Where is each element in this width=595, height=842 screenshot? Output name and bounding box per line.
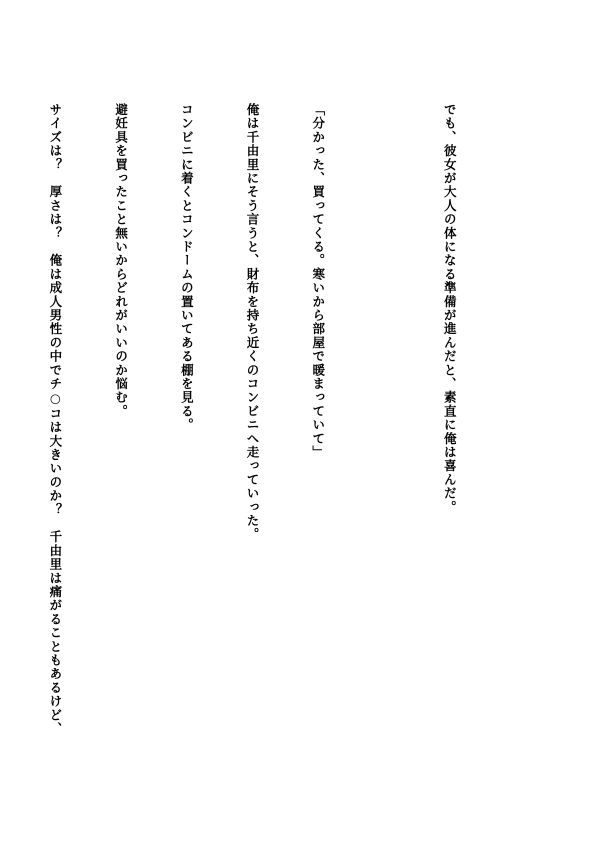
text-line: 俺は千由里にそう言うと、財布を持ち近くのコンビニへ走っていった。: [245, 103, 261, 542]
vertical-text-body: [0, 103, 504, 763]
text-line: でも、彼女が大人の体になる準備が進んだと、素直に俺は喜んだ。: [442, 103, 458, 514]
text-line: サイズは？ 厚さは？ 俺は成人男性の中でチ○コは大きいのか？ 千由里は痛がることもあるけど、: [47, 103, 63, 736]
text-line: コンビニに着くとコンドームの置いてある棚を見る。: [179, 103, 195, 432]
text-line: 避妊具を買ったこと無いからどれがいいのか悩む。: [113, 103, 129, 419]
dialogue-line: 「分かった、買ってくる。寒いから部屋で暖まっていて」: [310, 103, 326, 460]
